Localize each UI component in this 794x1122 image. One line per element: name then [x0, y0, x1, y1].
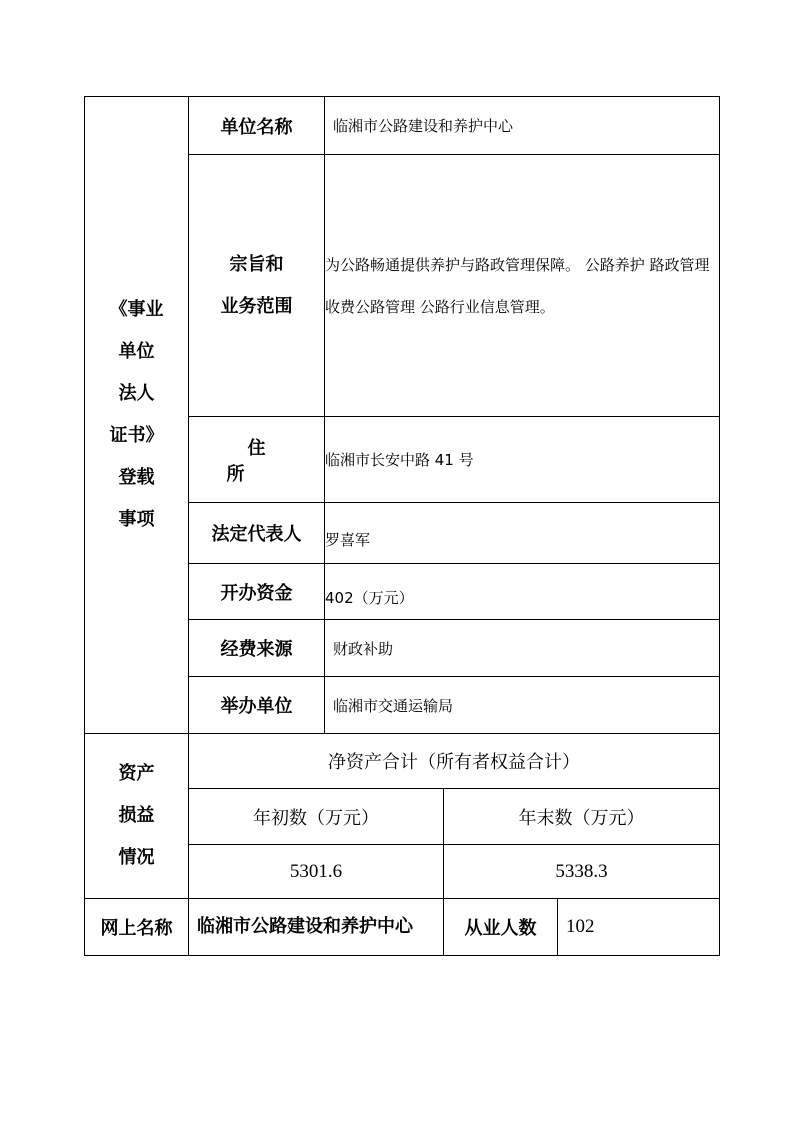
begin-year-value: 5301.6	[189, 845, 444, 899]
scope-value: 为公路畅通提供养护与路政管理保障。 公路养护 路政管理 收费公路管理 公路行业信息管理。	[325, 155, 720, 417]
section-line: 《事业	[109, 299, 164, 320]
legal-rep-value: 罗喜军	[325, 503, 720, 564]
section-line: 法人	[118, 383, 155, 404]
unit-name-label: 单位名称	[189, 97, 325, 155]
section-line: 证书》	[109, 425, 164, 446]
registration-form	[84, 96, 720, 956]
scope-label-line: 业务范围	[220, 295, 293, 317]
capital-label: 开办资金	[189, 564, 325, 620]
section-line: 损益	[118, 805, 155, 826]
scope-label-line: 宗旨和	[229, 253, 284, 275]
funding-label: 经费来源	[189, 620, 325, 677]
section-line: 资产	[118, 763, 155, 784]
staff-count-label: 从业人数	[444, 899, 558, 956]
online-name-value: 临湘市公路建设和养护中心	[189, 899, 444, 956]
assets-section-label	[85, 734, 189, 899]
section-line: 情况	[118, 847, 155, 868]
section-line: 单位	[118, 341, 155, 362]
end-year-value: 5338.3	[444, 845, 720, 899]
sponsor-value: 临湘市交通运输局	[325, 677, 720, 734]
net-assets-header: 净资产合计（所有者权益合计）	[189, 734, 720, 789]
address-label: 住所	[226, 437, 308, 485]
section-line: 事项	[118, 509, 155, 530]
section-line: 登载	[118, 467, 155, 488]
begin-year-label: 年初数（万元）	[189, 789, 444, 845]
sponsor-label: 举办单位	[189, 677, 325, 734]
legal-rep-label: 法定代表人	[189, 503, 325, 564]
scope-label	[189, 155, 325, 417]
address-value: 临湘市长安中路 41 号	[325, 417, 720, 503]
funding-value: 财政补助	[325, 620, 720, 677]
online-name-label: 网上名称	[85, 899, 189, 956]
staff-count-value: 102	[558, 899, 720, 956]
registration-section-label	[85, 97, 189, 734]
end-year-label: 年末数（万元）	[444, 789, 720, 845]
capital-value: 402（万元）	[325, 564, 720, 620]
unit-name-value: 临湘市公路建设和养护中心	[325, 97, 720, 155]
